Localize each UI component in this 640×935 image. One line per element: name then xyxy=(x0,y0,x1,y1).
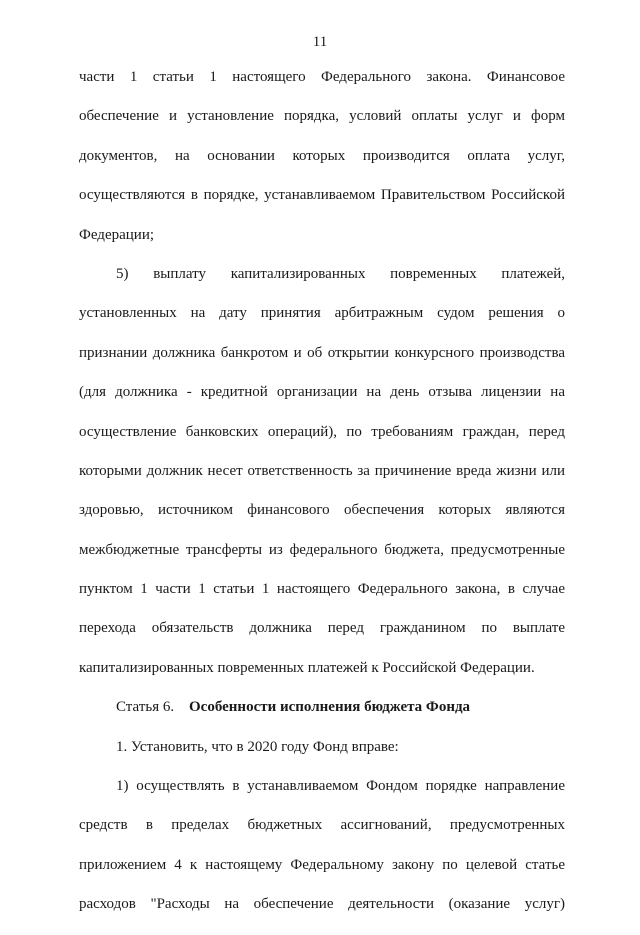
text-line: установленных на дату принятия арбитражным судом решения о xyxy=(79,305,565,322)
page-number: 11 xyxy=(312,34,328,50)
text-line: Федерации; xyxy=(79,226,155,243)
text-line: капитализированных повременных платежей к Российской Федерации. xyxy=(79,659,535,676)
article-title: Особенности исполнения бюджета Фонда xyxy=(189,699,471,716)
text-line: (для должника - кредитной организации на день отзыва лицензии на xyxy=(79,384,565,401)
text-line: перехода обязательств должника перед гражданином по выплате xyxy=(79,620,565,637)
text-line: 1) осуществлять в устанавливаемом Фондом порядке направление xyxy=(116,778,565,795)
text-line: документов, на основании которых производится оплата услуг, xyxy=(79,147,565,164)
text-line: осуществляются в порядке, устанавливаемом Правительством Российской xyxy=(79,187,565,204)
text-line: расходов "Расходы на обеспечение деятельности (оказание услуг) xyxy=(79,896,565,913)
document-body xyxy=(79,68,565,935)
article-label: Статья 6. xyxy=(116,699,175,716)
text-line: пунктом 1 части 1 статьи 1 настоящего Федерального закона, в случае xyxy=(79,581,565,598)
text-line: средств в пределах бюджетных ассигнований, предусмотренных xyxy=(79,817,565,834)
text-line: межбюджетные трансферты из федерального бюджета, предусмотренные xyxy=(79,541,565,558)
article-heading xyxy=(79,698,565,716)
text-line: признании должника банкротом и об открытии конкурсного производства xyxy=(79,344,565,361)
text-line: осуществление банковских операций), по требованиям граждан, перед xyxy=(79,423,565,440)
text-line: обеспечение и установление порядка, условий оплаты услуг и форм xyxy=(79,108,565,125)
text-line: приложением 4 к настоящему Федеральному закону по целевой статье xyxy=(79,856,565,873)
text-line: 1. Установить, что в 2020 году Фонд вправе: xyxy=(116,738,399,755)
text-line: которыми должник несет ответственность за причинение вреда жизни или xyxy=(79,462,565,479)
text-line: части 1 статьи 1 настоящего Федерального закона. Финансовое xyxy=(79,69,565,85)
text-line: 5) выплату капитализированных повременных платежей, xyxy=(116,265,565,282)
text-line: здоровью, источником финансового обеспечения которых являются xyxy=(79,502,565,519)
